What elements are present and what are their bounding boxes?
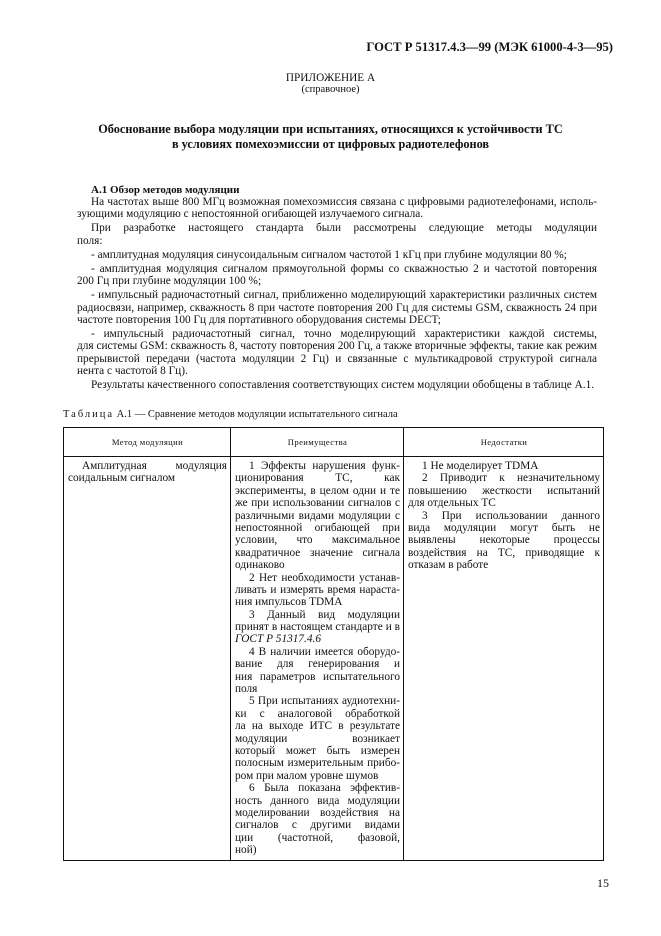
text-line: отказам в работе xyxy=(408,559,489,572)
body-text xyxy=(77,196,597,391)
text-line: эксперименты, в целом одни и те xyxy=(235,484,400,497)
text-line: для отдельных ТС xyxy=(408,497,496,510)
text-line: который может быть измерен xyxy=(235,744,400,757)
text-line: При разработке настоящего стандарта были рассмотрены следующие методы модуляции xyxy=(91,222,597,235)
text-line: зующими модуляцию с непостоянной огибающей излучаемого сигнала. xyxy=(77,208,424,221)
text-line: ционирования ТС, как xyxy=(235,472,400,485)
text-line: ния параметров испытательного xyxy=(235,670,400,683)
text-line: 6 Была показана эффектив- xyxy=(249,782,400,795)
text-line: 2 Приводит к незначительному xyxy=(422,472,600,485)
text-line: 3 Данный вид модуляции xyxy=(249,608,400,621)
text-line: поля: xyxy=(77,234,103,247)
main-title-line-1: Обоснование выбора модуляции при испытаниях, относящихся к устойчивости ТС xyxy=(98,122,563,136)
text-line: воздействия на ТС, приводящие к xyxy=(408,546,600,559)
text-line: 4 В наличии имеется оборудо- xyxy=(249,645,400,658)
text-line: квадратичное значение сигнала xyxy=(235,546,400,559)
text-line: 3 При использовании данного xyxy=(422,509,600,522)
text-line: принят в настоящем стандарте и в xyxy=(235,621,400,634)
header-method: Метод модуляции xyxy=(64,428,231,457)
text-line: условии, что максимальное xyxy=(235,534,400,547)
appendix-title: ПРИЛОЖЕНИЕ А xyxy=(285,72,376,84)
header-disadvantages: Недостатки xyxy=(404,428,604,457)
text-line: частоте повторения 100 Гц для портативного оборудования системы DECT; xyxy=(77,313,441,326)
text-line: модуляции возникает xyxy=(235,732,400,745)
text-line: Амплитудная модуляция xyxy=(82,460,227,472)
text-line: Результаты качественного сопоставления соответствующих систем модуляции обобщены в таблице А.1. xyxy=(91,379,595,392)
page-number: 15 xyxy=(597,876,609,890)
text-line: различными видами модуляции с xyxy=(235,509,400,522)
text-line: - импульсный радиочастотный сигнал, приближенно моделирующий характеристики различных систем xyxy=(91,289,597,302)
document-id-header: ГОСТ Р 51317.4.3—99 (МЭК 61000-4-3—95) xyxy=(366,40,613,54)
text-line: ливать и измерять время нараста- xyxy=(235,583,400,596)
text-line: же при использовании сигналов с xyxy=(235,497,400,510)
text-line: ния импульсов TDMA xyxy=(235,596,343,609)
text-line: 200 Гц при глубине модуляции 100 %; xyxy=(77,275,262,288)
table-caption xyxy=(63,409,398,420)
text-line: ГОСТ Р 51317.4.6 xyxy=(235,633,321,646)
cell-advantages xyxy=(231,457,404,861)
text-line: радиосвязи, например, скважность 8 при частоте повторения 200 Гц для системы GSM, скважность 24 при xyxy=(77,301,597,314)
text-line: повышению жесткости испытаний xyxy=(408,484,600,497)
text-line: прерывистой передачи (частота модуляции 2 Гц) и связанные с мультикадровой структурой сигнала xyxy=(77,352,597,365)
main-title-line-2: в условиях помехоэмиссии от цифровых радиотелефонов xyxy=(171,137,490,151)
text-line: 1 Эффекты нарушения функ- xyxy=(249,460,400,472)
text-line: ции (частотной, фазовой, xyxy=(235,831,400,844)
text-line: - импульсный радиочастотный сигнал, точно моделирующий характеристики каждой системы, xyxy=(91,327,597,340)
text-line: соидальным сигналом xyxy=(68,472,176,485)
cell-disadvantages xyxy=(404,457,604,861)
text-line: для системы GSM: скважность 8, частоту повторения 200 Гц, а также вторичные эффекты, такие как режим xyxy=(77,340,597,353)
text-line: поля xyxy=(235,683,258,696)
text-line: - амплитудная модуляция сигналом прямоугольной формы со скважностью 2 и частотой повторения xyxy=(91,262,597,275)
comparison-table xyxy=(63,427,604,861)
text-line: ной) xyxy=(235,844,257,857)
section-heading: А.1 Обзор методов модуляции xyxy=(91,184,240,196)
table-header-row xyxy=(64,428,604,457)
text-line: ла на выходе ИТС в результате xyxy=(235,720,400,733)
table-row xyxy=(64,457,604,861)
text-line: - амплитудная модуляция синусоидальным сигналом частотой 1 кГц при глубине модуляции 80 %; xyxy=(91,248,567,261)
text-line: нента с частотой 8 Гц). xyxy=(77,365,188,378)
text-line: 2 Нет необходимости устанав- xyxy=(249,571,400,584)
text-line: моделировании воздействия на xyxy=(235,806,400,819)
text-line: ром при малом уровне шумов xyxy=(235,769,379,782)
text-line: полосным измерительным прибо- xyxy=(235,757,400,770)
text-line: ность данного вида модуляции xyxy=(235,794,400,807)
text-line: сигналов с другими видами xyxy=(235,819,400,832)
table-caption-text: А.1 — Сравнение методов модуляции испытательного сигнала xyxy=(116,409,398,420)
table-caption-prefix: Таблица xyxy=(63,409,115,420)
text-line: одинаково xyxy=(235,559,285,572)
text-line: выявлены некоторые процессы xyxy=(408,534,600,547)
text-line: 1 Не моделирует TDMA xyxy=(422,460,539,472)
header-advantages: Преимущества xyxy=(231,428,404,457)
text-line: вание для генерирования и xyxy=(235,658,400,671)
cell-method xyxy=(64,457,231,861)
text-line: ки с аналоговой обработкой xyxy=(235,707,400,720)
text-line: вида модуляции могут быть не xyxy=(408,521,600,534)
text-line: непостоянной огибающей при xyxy=(235,521,400,534)
text-line: 5 При испытаниях аудиотехни- xyxy=(249,695,400,708)
text-line: На частотах выше 800 МГц возможная помехоэмиссия связана с цифровыми радиотелефонами, исполь- xyxy=(91,196,597,208)
appendix-subtitle: (справочное) xyxy=(301,84,360,95)
